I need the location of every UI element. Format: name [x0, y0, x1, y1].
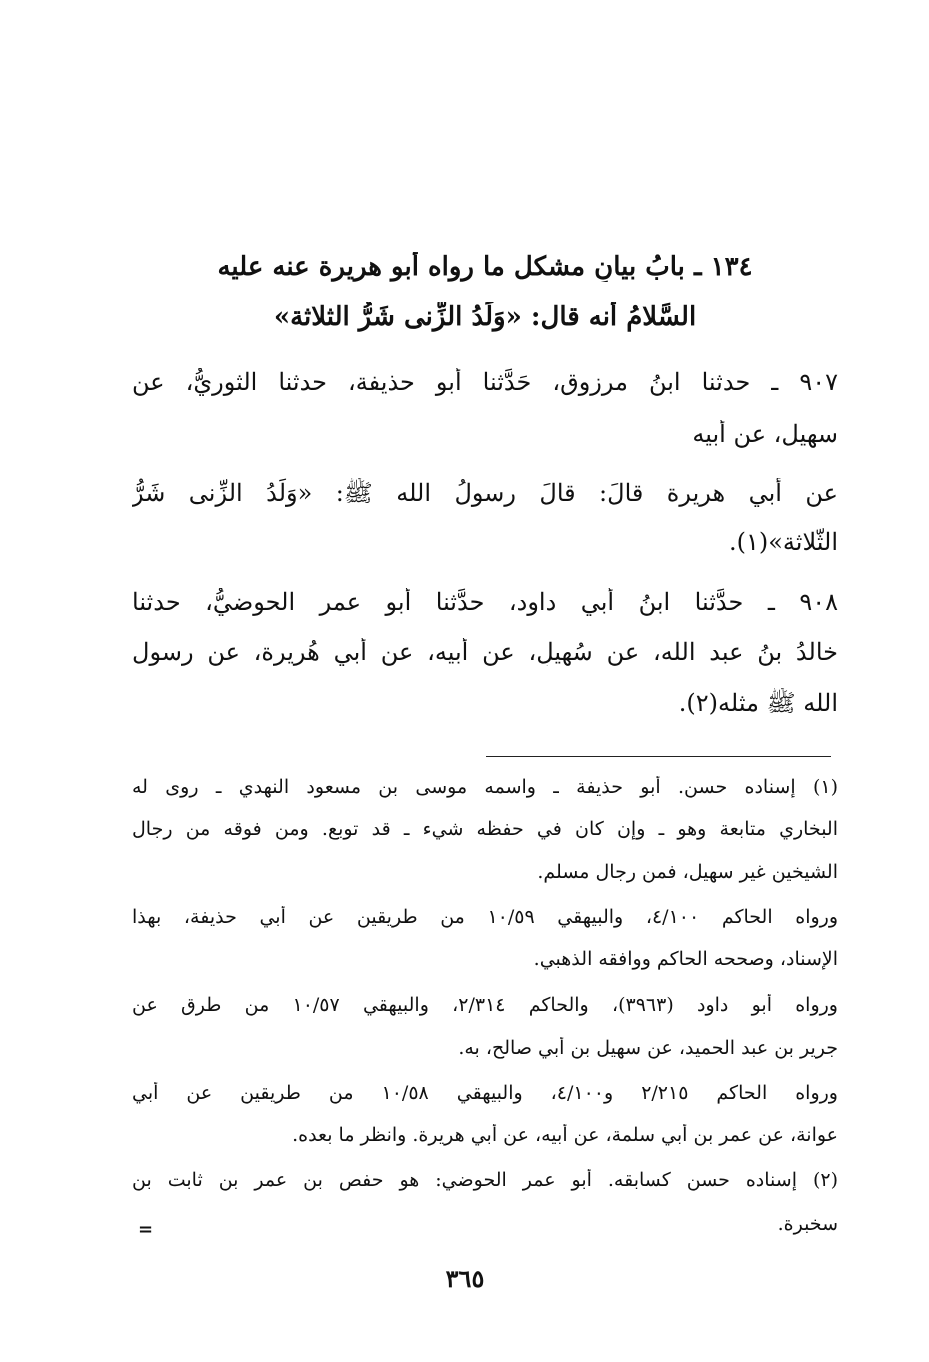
footnote-separator [486, 756, 831, 757]
footnote-1-line-2: البخاري متابعة وهو ـ وإن كان في حفظه شيء ـ قد توبع. ومن فوقه من رجال [132, 818, 838, 840]
footnote-1-line-3: الشيخين غير سهيل، فمن رجال مسلم. [537, 861, 838, 883]
hadith-907-line-2: سهيل، عن أبيه [692, 420, 838, 448]
chapter-heading-line-2: السَّلامُ أنه قال: «وَلَدُ الزِّنى شَرُّ الثلاثة» [273, 302, 697, 332]
footnote-1-line-8: ورواه الحاكم ٢/٢١٥ و٤/١٠٠، والبيهقي ١٠/٥٨ من طريقين عن أبي [132, 1082, 838, 1104]
footnote-1-line-4: ورواه الحاكم ٤/١٠٠، والبيهقي ١٠/٥٩ من طريقين عن أبي حذيفة، بهذا [132, 906, 838, 928]
footnote-2-line-1: (٢) إسناده حسن كسابقه. أبو عمر الحوضي: هو حفص بن عمر بن ثابت بن [132, 1169, 838, 1191]
chapter-heading-line-1: ١٣٤ ـ بابُ بيانِ مشكل ما رواه أبو هريرة عنه عليه [217, 252, 753, 282]
footnote-1-line-6: ورواه أبو داود (٣٩٦٣)، والحاكم ٢/٣١٤، والبيهقي ١٠/٥٧ من طرق عن [132, 994, 838, 1016]
footnote-1-line-9: عوانة، عن عمر بن أبي سلمة، عن أبيه، عن أبي هريرة. وانظر ما بعده. [292, 1124, 838, 1146]
page-number: ٣٦٥ [445, 1264, 485, 1293]
footnote-2-line-2: سخبرة. [777, 1213, 838, 1235]
hadith-908-line-2: خالدُ بنُ عبد الله، عن سُهيلٍ، عن أبيه، عن أبي هُريرة، عن رسولِ [132, 638, 838, 666]
hadith-907-line-4: الثَّلاثة»(١). [728, 528, 838, 556]
footnote-1-line-7: جرير بن عبد الحميد، عن سهيل بن أبي صالح، به. [458, 1037, 838, 1059]
footnote-1-line-5: الإسناد، وصححه الحاكم ووافقه الذهبي. [533, 948, 838, 970]
hadith-907-line-1: ٩٠٧ ـ حدثنا ابنُ مرزوق، حَدَّثنا أبو حذيفة، حدثنا الثوريُّ، عن [132, 368, 838, 396]
hadith-907-line-3: عن أبي هريرة قالَ: قالَ رسولُ الله ﷺ: «وَلَدُ الزِّنى شَرُّ [132, 479, 838, 507]
hadith-908-line-3: الله ﷺ مثله(٢). [678, 689, 838, 717]
hadith-908-line-1: ٩٠٨ ـ حدَّثنا ابنُ أبي داود، حدَّثنا أبو عمر الحوضيُّ، حدثنا [132, 588, 838, 616]
continuation-mark: = [138, 1219, 154, 1240]
footnote-1-line-1: (١) إسناده حسن. أبو حذيفة ـ واسمه موسى بن مسعود النهدي ـ روى له [132, 776, 838, 798]
